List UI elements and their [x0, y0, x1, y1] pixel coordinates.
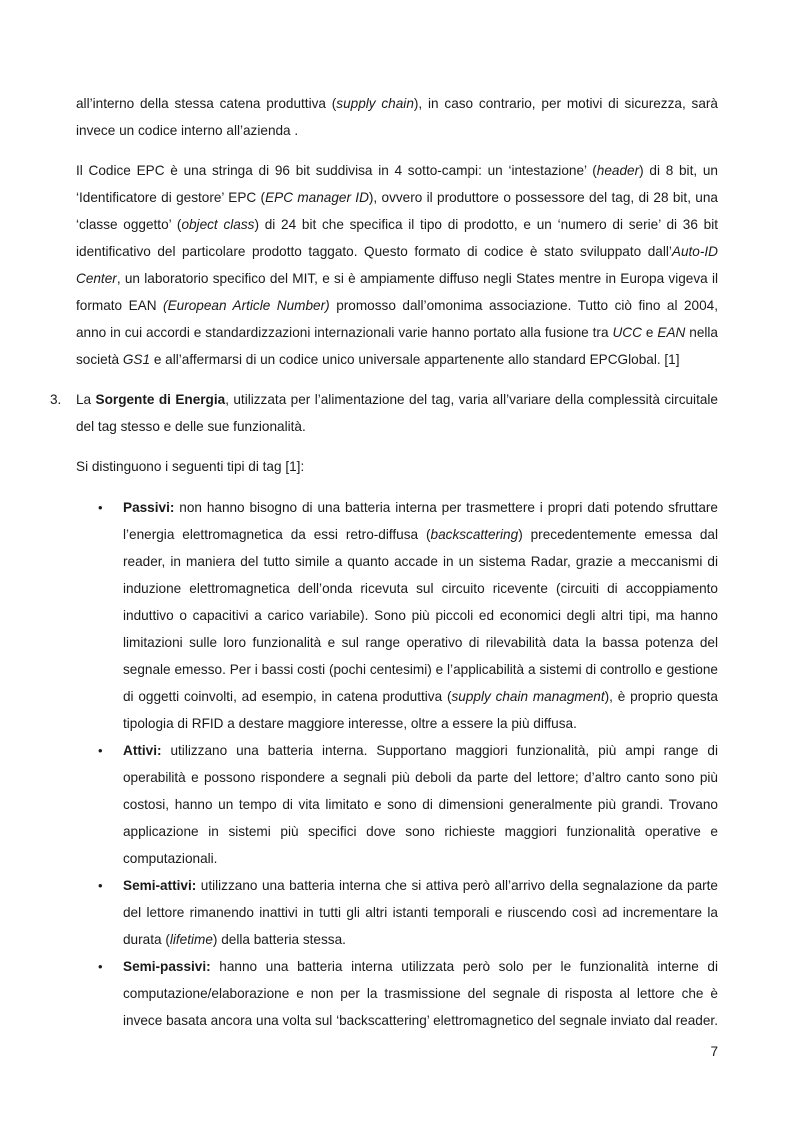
bold-term: Sorgente di Energia	[95, 392, 226, 407]
tag-types-list	[96, 494, 718, 1034]
italic-term: GS1	[122, 352, 151, 367]
italic-term: (European Article Number)	[163, 298, 330, 313]
italic-term: EPC manager ID	[265, 190, 369, 205]
bullet-label: Attivi:	[123, 743, 162, 758]
text-span: ), in caso contrario, per motivi di sicurezza, sarà invece un codice interno all’azienda .	[76, 96, 718, 138]
text-span: La	[76, 392, 96, 407]
page-number: 7	[710, 1044, 718, 1059]
text-span: , utilizzata per l’alimentazione del tag, varia all’variare della complessità circuitale del tag stesso e delle sue funzionalità.	[76, 392, 718, 434]
italic-term: Auto-ID Center	[76, 244, 718, 286]
list-item-passivi	[96, 494, 718, 737]
text-span: e all’affermarsi di un codice unico universale appartenente allo standard EPCGlobal. [1]	[150, 352, 680, 367]
paragraph-epc-code	[76, 157, 718, 373]
bullet-label: Passivi:	[123, 500, 175, 515]
text-span: ) di 8 bit, un ‘Identificatore di gestore’ EPC (	[76, 163, 718, 205]
paragraph-energy-source	[76, 386, 718, 440]
bullet-icon: •	[98, 878, 103, 893]
text-span: ) della batteria stessa.	[212, 932, 346, 947]
paragraph-supply-chain	[76, 90, 718, 144]
text-span: nella società	[76, 325, 718, 367]
bullet-icon: •	[98, 743, 103, 758]
text-span: , un laboratorio specifico del MIT, e si è ampiamente diffuso negli States mentre in Europa vigeva il formato EAN	[76, 271, 718, 313]
text-span: ) di 24 bit che specifica il tipo di prodotto, e un ‘numero di serie’ di 36 bit identificativo del particolare prodotto taggato. Questo formato di codice è stato sviluppato dall’	[76, 217, 719, 259]
text-span: ), ovvero il produttore o possessore del tag, di 28 bit, una ‘classe oggetto’ (	[76, 190, 718, 232]
italic-term: supply chain managment	[451, 689, 605, 704]
italic-term: lifetime	[169, 932, 213, 947]
text-span: e	[641, 325, 658, 340]
italic-term: EAN	[657, 325, 686, 340]
italic-term: header	[596, 163, 640, 178]
bullet-label: Semi-passivi:	[123, 959, 211, 974]
list-item-semi-passivi	[96, 953, 718, 1034]
paragraph-tag-types-intro: Si distinguono i seguenti tipi di tag [1]:	[76, 459, 305, 474]
list-item-attivi	[96, 737, 718, 872]
text-span: hanno una batteria interna utilizzata però solo per le funzionalità interne di computazione/elaborazione e non per la trasmissione del segnale di risposta al lettore che è invece basata ancora una volta sul ‘backscattering’ elettromagnetico del segnale inviato dal reader.	[123, 959, 718, 1028]
text-span: utilizzano una batteria interna che si attiva però all’arrivo della segnalazione da parte del lettore rimanendo inattivi in tutti gli altri istanti temporali e riuscendo così ad incrementare la durata (	[123, 878, 718, 947]
italic-term: UCC	[612, 325, 642, 340]
text-span: non hanno bisogno di una batteria interna per trasmettere i propri dati potendo sfruttare l’energia elettromagnetica da essi retro-diffusa (	[123, 500, 718, 542]
text-span: ), è proprio questa tipologia di RFID a destare maggiore interesse, oltre a essere la più diffusa.	[123, 689, 718, 731]
bullet-label: Semi-attivi:	[123, 878, 197, 893]
list-item-semi-attivi	[96, 872, 718, 953]
italic-term: supply chain	[336, 96, 414, 111]
text-span: promosso dall’omonima associazione. Tutto ciò fino al 2004, anno in cui accordi e standardizzazioni internazionali varie hanno portato alla fusione tra	[76, 298, 718, 340]
bullet-icon: •	[98, 500, 103, 515]
italic-term: backscattering	[430, 527, 519, 542]
text-span: all’interno della stessa catena produttiva (	[76, 96, 337, 111]
list-number: 3.	[50, 392, 62, 407]
text-span: utilizzano una batteria interna. Supportano maggiori funzionalità, più ampi range di operabilità e possono rispondere a segnali più deboli da parte del lettore; d’altro canto sono più costosi, hanno un tempo di vita limitato e sono di dimensioni generalmente più grandi. Trovano applicazione in sistemi più specifici dove sono richieste maggiori funzionalità operative e computazionali.	[123, 743, 718, 866]
italic-term: object class	[181, 217, 255, 232]
text-span: Il Codice EPC è una stringa di 96 bit suddivisa in 4 sotto-campi: un ‘intestazione’ (	[76, 163, 597, 178]
text-span: ) precedentemente emessa dal reader, in maniera del tutto simile a quanto accade in un sistema Radar, grazie a meccanismi di induzione elettromagnetica dell’onda ricevuta sul circuito ricevente (circuiti di accoppiamento induttivo o capacitivi a carico variabile). Sono più piccoli ed economici degli altri tipi, ma hanno limitazioni sulle loro funzionalità e sul range operativo di rilevabilità data la bassa potenza del segnale emesso. Per i bassi costi (pochi centesimi) e l’applicabilità a sistemi di controllo e gestione di oggetti coinvolti, ad esempio, in catena produttiva (	[123, 527, 718, 704]
bullet-icon: •	[98, 959, 103, 974]
